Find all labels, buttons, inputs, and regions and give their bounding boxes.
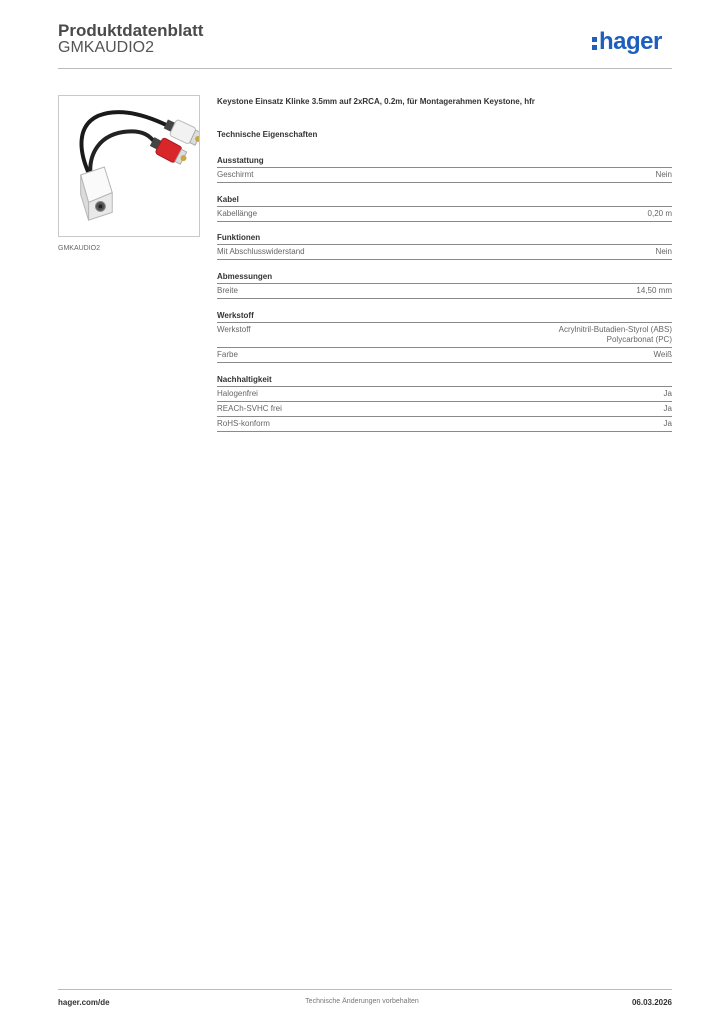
- spec-value: Ja: [663, 389, 672, 398]
- group-title: Ausstattung: [217, 155, 672, 168]
- group-ausstattung: [217, 155, 672, 183]
- group-title: Abmessungen: [217, 271, 672, 284]
- spec-value: 0,20 m: [647, 209, 672, 218]
- spec-value-line: Acrylnitril-Butadien-Styrol (ABS): [558, 325, 672, 334]
- spec-value: Ja: [663, 404, 672, 413]
- spec-label: Halogenfrei: [217, 389, 258, 398]
- spec-label: RoHS-konform: [217, 419, 270, 428]
- spec-row: [217, 168, 672, 183]
- group-title: Funktionen: [217, 232, 672, 245]
- spec-label: Farbe: [217, 350, 238, 359]
- group-kabel: [217, 194, 672, 222]
- spec-label: Geschirmt: [217, 170, 254, 179]
- group-title: Nachhaltigkeit: [217, 374, 672, 387]
- product-code: GMKAUDIO2: [58, 39, 155, 56]
- section-title: Technische Eigenschaften: [217, 130, 318, 139]
- group-title: Kabel: [217, 194, 672, 207]
- spec-row: [217, 323, 672, 348]
- header-divider: [58, 68, 672, 69]
- footer-divider: [58, 989, 672, 990]
- group-abmessungen: [217, 271, 672, 299]
- spec-value: 14,50 mm: [636, 286, 672, 295]
- spec-value-line: Polycarbonat (PC): [606, 335, 672, 344]
- logo-wordmark: hager: [599, 28, 662, 55]
- spec-label: Werkstoff: [217, 325, 251, 334]
- spec-row: [217, 284, 672, 299]
- footer-date: 06.03.2026: [631, 998, 672, 1007]
- spec-label: REACh-SVHC frei: [217, 404, 282, 413]
- spec-row: [217, 207, 672, 222]
- spec-row: [217, 348, 672, 363]
- group-nachhaltigkeit: [217, 374, 672, 432]
- spec-value: [559, 325, 672, 345]
- group-title: Werkstoff: [217, 310, 672, 323]
- logo-dots-icon: [592, 37, 597, 50]
- footer-disclaimer: Technische Änderungen vorbehalten: [305, 998, 419, 1005]
- spec-row: [217, 245, 672, 260]
- group-werkstoff: [217, 310, 672, 363]
- hager-logo: [592, 27, 662, 57]
- footer-website-link[interactable]: hager.com/de: [58, 998, 110, 1007]
- spec-label: Kabellänge: [217, 209, 258, 218]
- spec-label: Breite: [217, 286, 238, 295]
- group-funktionen: [217, 232, 672, 260]
- image-caption: GMKAUDIO2: [58, 245, 101, 252]
- spec-value: Weiß: [653, 350, 672, 359]
- page-title: Produktdatenblatt: [58, 21, 204, 40]
- spec-value: Ja: [663, 419, 672, 428]
- spec-row: [217, 387, 672, 402]
- spec-label: Mit Abschlusswiderstand: [217, 247, 305, 256]
- spec-value: Nein: [655, 170, 672, 179]
- product-image: [58, 95, 200, 237]
- product-description: Keystone Einsatz Klinke 3.5mm auf 2xRCA, 0.2m, für Montagerahmen Keystone, hfr: [217, 97, 535, 106]
- spec-row: [217, 402, 672, 417]
- spec-value: Nein: [655, 247, 672, 256]
- keystone-audio-adapter-icon: [59, 96, 199, 236]
- spec-row: [217, 417, 672, 432]
